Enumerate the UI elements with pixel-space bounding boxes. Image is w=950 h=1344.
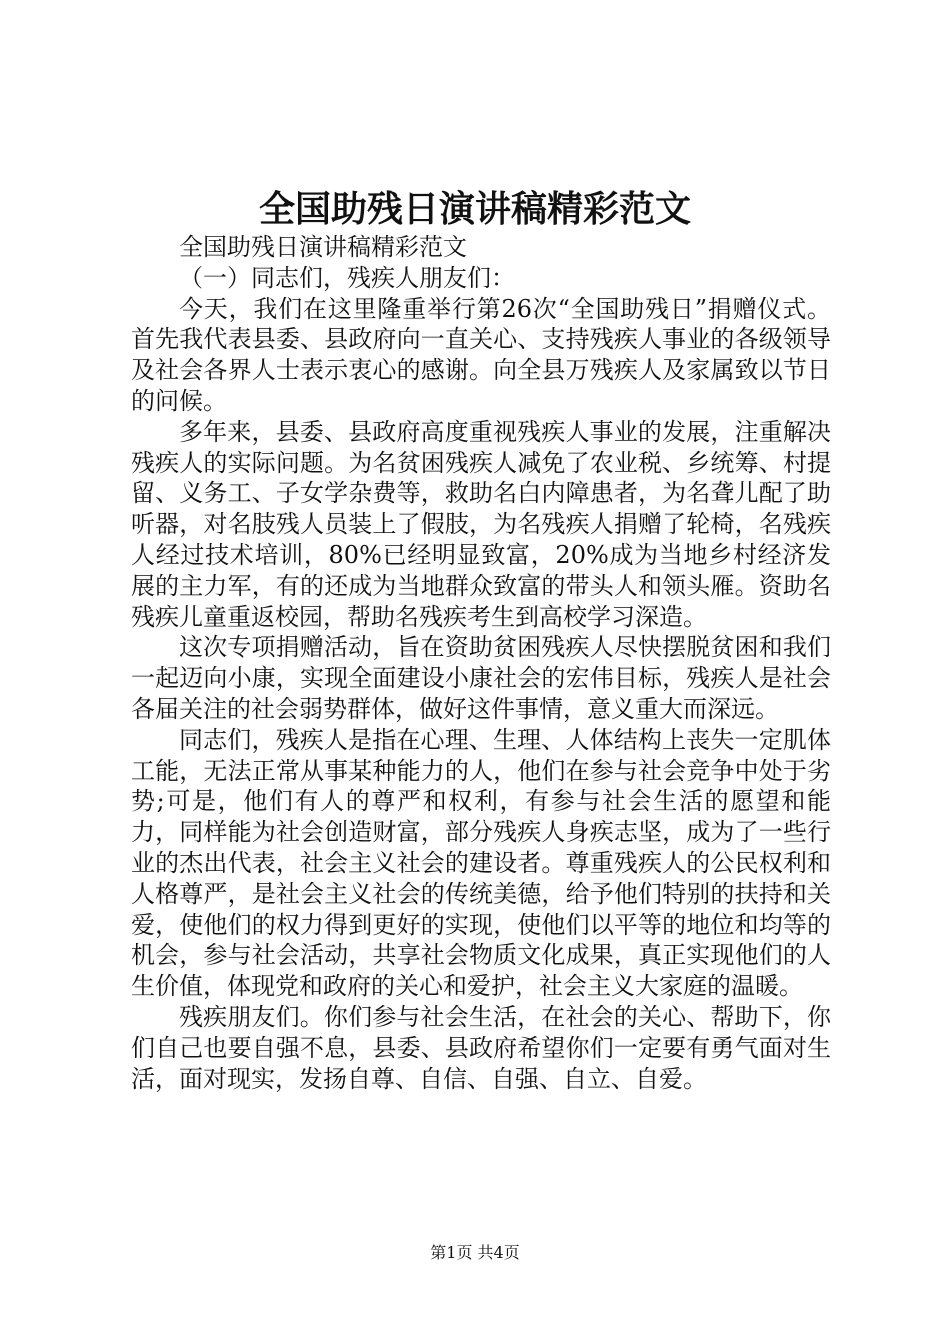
page-indicator: 第1页 共4页 <box>430 1243 520 1262</box>
paragraph: 这次专项捐赠活动，旨在资助贫困残疾人尽快摆脱贫困和我们一起迈向小康，实现全面建设小康社会的宏伟目标，残疾人是社会各届关注的社会弱势群体，做好这件事情，意义重大而深远。 <box>131 633 831 723</box>
document-title: 全国助残日演讲稿精彩范文 <box>258 188 691 230</box>
paragraph: 多年来，县委、县政府高度重视残疾人事业的发展，注重解决残疾人的实际问题。为名贫困残疾人减免了农业税、乡统筹、村提留、义务工、子女学杂费等，救助名白内障患者，为名聋儿配了助听器，对名肢残人员装上了假肢，为名残疾人捐赠了轮椅，名残疾人经过技术培训，80%已经明显致富，20%成为当地乡村经济发展的主力军，有的还成为当地群众致富的带头人和领头雁。资助名残疾儿童重返校园，帮助名残疾考生到高校学习深造。 <box>131 417 831 631</box>
paragraph-subtitle: 全国助残日演讲稿精彩范文 <box>179 233 467 261</box>
paragraph: 同志们，残疾人是指在心理、生理、人体结构上丧失一定肌体工能，无法正常从事某种能力的人，他们在参与社会竞争中处于劣势;可是，他们有人的尊严和权利，有参与社会生活的愿望和能力，同样能为社会创造财富，部分残疾人身疾志坚，成为了一些行业的杰出代表，社会主义社会的建设者。尊重残疾人的公民权利和人格尊严，是社会主义社会的传统美德，给予他们特别的扶持和关爱，使他们的权力得到更好的实现，使他们以平等的地位和均等的机会，参与社会活动，共享社会物质文化成果，真正实现他们的人生价值，体现党和政府的关心和爱护，社会主义大家庭的温暖。 <box>131 725 831 1001</box>
paragraph: 残疾朋友们。你们参与社会生活，在社会的关心、帮助下，你们自己也要自强不息，县委、县政府希望你们一定要有勇气面对生活，面对现实，发扬自尊、自信、自强、自立、自爱。 <box>131 1002 831 1093</box>
paragraph-salutation: （一）同志们，残疾人朋友们： <box>179 263 515 292</box>
document-body <box>131 232 831 1094</box>
paragraph: 今天，我们在这里隆重举行第26次“全国助残日”捐赠仪式。首先我代表县委、县政府向一直关心、支持残疾人事业的各级领导及社会各界人士表示衷心的感谢。向全县万残疾人及家属致以节日的问候。 <box>131 294 831 415</box>
